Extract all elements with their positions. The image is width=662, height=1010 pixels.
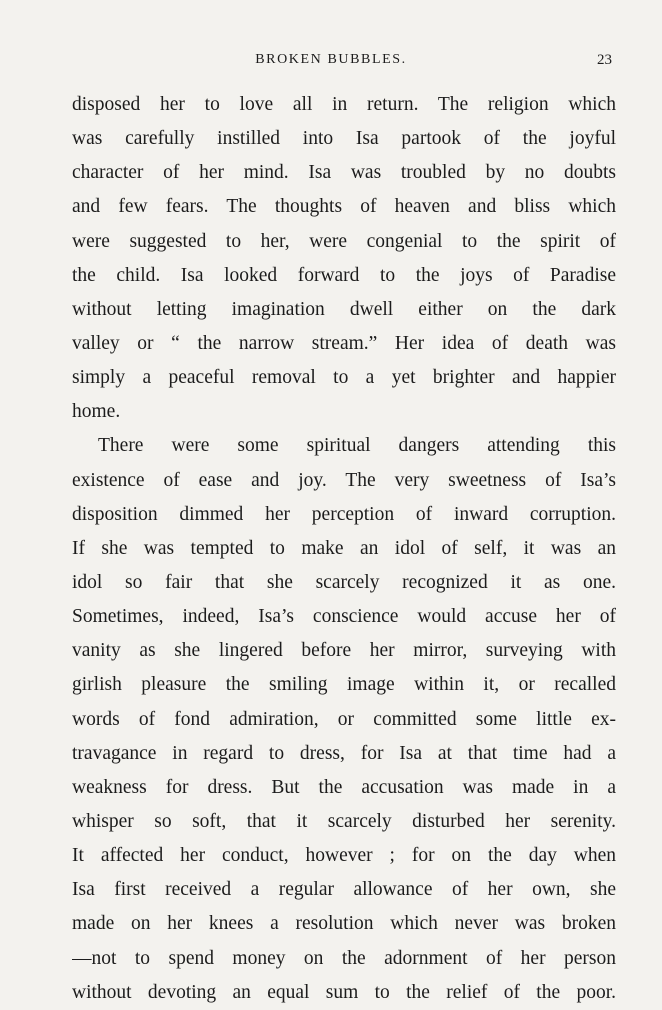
text-line: was carefully instilled into Isa partook of the joyful bbox=[72, 128, 616, 150]
paragraph-start-line: There were some spiritual dangers attending this bbox=[98, 435, 616, 457]
text-line: character of her mind. Isa was troubled by no doubts bbox=[72, 162, 616, 184]
text-line: Isa first received a regular allowance of her own, she bbox=[72, 879, 616, 901]
text-line: the child. Isa looked forward to the joys of Paradise bbox=[72, 264, 616, 286]
page-number: 23 bbox=[597, 52, 612, 68]
text-line: disposed her to love all in return. The religion which bbox=[72, 94, 616, 115]
text-line: girlish pleasure the smiling image within it, or recalled bbox=[72, 674, 616, 696]
text-line: without devoting an equal sum to the relief of the poor. bbox=[72, 981, 616, 1003]
text-line: words of fond admiration, or committed some little ex- bbox=[72, 708, 616, 730]
running-head bbox=[0, 52, 662, 72]
body-text bbox=[72, 88, 616, 1010]
text-line: Sometimes, indeed, Isa’s conscience would accuse her of bbox=[72, 606, 616, 628]
text-line: whisper so soft, that it scarcely disturbed her serenity. bbox=[72, 810, 616, 832]
text-line: simply a peaceful removal to a yet brighter and happier bbox=[72, 367, 616, 389]
text-line: made on her knees a resolution which never was broken bbox=[72, 913, 616, 935]
text-line: idol so fair that she scarcely recognized it as one. bbox=[72, 571, 616, 593]
text-line: existence of ease and joy. The very sweetness of Isa’s bbox=[72, 469, 616, 491]
text-line: disposition dimmed her perception of inward corruption. bbox=[72, 503, 616, 525]
text-line: weakness for dress. But the accusation was made in a bbox=[72, 776, 616, 798]
running-title: BROKEN BUBBLES. bbox=[255, 52, 407, 67]
text-line: It affected her conduct, however ; for on the day when bbox=[72, 845, 616, 867]
text-line: If she was tempted to make an idol of self, it was an bbox=[72, 537, 616, 559]
text-line: —not to spend money on the adornment of her person bbox=[72, 947, 616, 969]
text-line: were suggested to her, were congenial to the spirit of bbox=[72, 230, 616, 252]
text-line: and few fears. The thoughts of heaven and bliss which bbox=[72, 196, 616, 218]
text-line: travagance in regard to dress, for Isa at that time had a bbox=[72, 742, 616, 764]
text-line: without letting imagination dwell either on the dark bbox=[72, 298, 616, 320]
text-line: valley or “ the narrow stream.” Her idea of death was bbox=[72, 332, 616, 354]
text-line: vanity as she lingered before her mirror, surveying with bbox=[72, 640, 616, 662]
text-line: home. bbox=[72, 401, 121, 423]
